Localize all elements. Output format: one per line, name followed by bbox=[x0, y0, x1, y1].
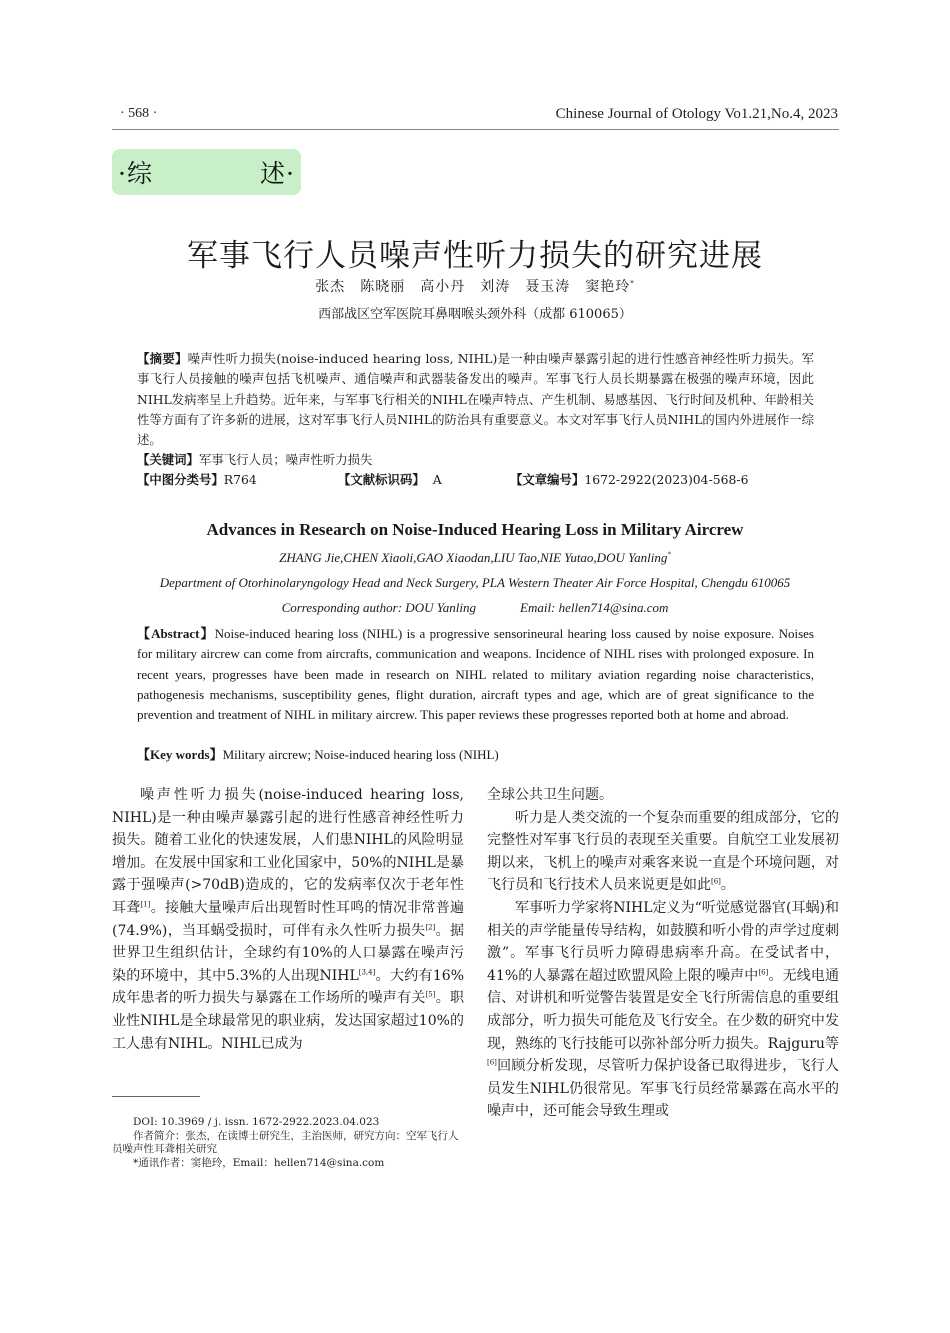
citation: [6] bbox=[758, 968, 769, 977]
body-paragraph bbox=[487, 897, 839, 1123]
corresponding-mark-en: * bbox=[667, 550, 671, 559]
doc-code-label: 【文献标识码】 bbox=[338, 472, 425, 487]
citation: [2] bbox=[425, 922, 436, 931]
header-rule bbox=[112, 129, 839, 130]
corresponding-mark-cn: * bbox=[630, 279, 635, 288]
keywords-en bbox=[137, 745, 814, 765]
contact-line bbox=[0, 600, 950, 616]
authors-en bbox=[0, 550, 950, 566]
section-badge bbox=[112, 149, 301, 195]
body-text: 。大约有16%成年患者的听力损失与暴露在工作场所的噪声有关 bbox=[112, 967, 464, 1007]
body-text: 噪声性听力损失(noise-induced hearing loss, NIHL)是一种由噪声暴露引起的进行性感音神经性听力损失。随着工业化的快速发展，人们患NIHL的风险明显增加。在发展中国家和工业化国家中，50%的NIHL是暴露于强噪声(>70dB)造成的，它的发病率仅次于老年性耳聋 bbox=[112, 787, 464, 916]
article-title-en: Advances in Research on Noise-Induced Hearing Loss in Military Aircrew bbox=[206, 520, 744, 539]
authors-cn bbox=[0, 276, 950, 296]
footnotes bbox=[112, 1116, 467, 1170]
body-paragraph: 全球公共卫生问题。 bbox=[487, 787, 613, 803]
article-no-label: 【文章编号】 bbox=[510, 472, 585, 487]
article-no-value: 1672-2922(2023)04-568-6 bbox=[584, 472, 749, 487]
body-text: 回顾分析发现，尽管听力保护设备已取得进步，飞行人员发生NIHL仍很常见。军事飞行员经常暴露在高水平的噪声中，还可能会导致生理或 bbox=[487, 1058, 839, 1120]
abstract-en-text: Noise-induced hearing loss (NIHL) is a progressive sensorineural hearing loss caused by noise exposure. Noises for military aircrew can come from aircrafts, communication and weapons. Incidence of NIHL rises with prolonged exposure. In recent years, progresses have been made in research on NIHL related to military aviation regarding noise characteristics, pathogenesis mechanisms, susceptibility genes, flight duration, aircraft types and age, which are of great significance to the prevention and treatment of NIHL in military aircrew. This paper reviews these progresses reported both at home and abroad. bbox=[137, 626, 814, 723]
abstract-cn-text: 噪声性听力损失(noise-induced hearing loss, NIHL)是一种由噪声暴露引起的进行性感音神经性听力损失。军事飞行人员接触的噪声包括飞机噪声、通信噪声和武器装备发出的噪声。军事飞行人员长期暴露在极强的噪声环境，因此NIHL发病率呈上升趋势。近年来，与军事飞行相关的NIHL在噪声特点、产生机制、易感基因、飞行时间及机种、年龄相关性等方面有了许多新的进展，这对军事飞行人员NIHL的防治具有重要意义。本文对军事飞行人员NIHL的国内外进展作一综述。 bbox=[137, 351, 815, 448]
citation: [5] bbox=[425, 990, 436, 999]
body-text: 。据世界卫生组织估计，全球约有10%的人口暴露在噪声污染的环境中，其中5.3%的人出现NIHL bbox=[112, 922, 464, 984]
classification-label: 【中图分类号】 bbox=[137, 472, 224, 487]
abstract-cn bbox=[137, 349, 814, 450]
journal-citation: Chinese Journal of Otology Vo1.21,No.4, 2023 bbox=[555, 106, 838, 122]
affiliation-cn: 西部战区空军医院耳鼻咽喉头颈外科（成都 610065） bbox=[318, 307, 632, 322]
abstract-en-label: 【Abstract】 bbox=[137, 626, 215, 641]
article-number bbox=[510, 470, 748, 488]
email: Email: hellen714@sina.com bbox=[520, 600, 669, 615]
body-column-right bbox=[487, 784, 839, 1123]
citation: [6] bbox=[487, 1058, 497, 1067]
classification-value: R764 bbox=[223, 472, 257, 487]
footnote-rule bbox=[112, 1096, 200, 1097]
body-paragraph bbox=[487, 807, 839, 897]
footnote-doi: DOI: 10.3969 / j. issn. 1672-2922.2023.04.023 bbox=[133, 1116, 380, 1128]
abstract-cn-label: 【摘要】 bbox=[137, 351, 188, 366]
body-text: 军事听力学家将NIHL定义为“听觉感觉器官(耳蜗)和相关的声学能量传导结构，如鼓膜和听小骨的声学过度刺激”。军事飞行员听力障碍患病率升高。在受试者中，41%的人暴露在超过欧盟风险上限的噪声中 bbox=[487, 899, 839, 984]
keywords-en-label: 【Key words】 bbox=[137, 747, 223, 762]
article-title-cn: 军事飞行人员噪声性听力损失的研究进展 bbox=[187, 238, 763, 274]
keywords-en-text: Military aircrew; Noise-induced hearing loss (NIHL) bbox=[222, 747, 499, 762]
affiliation-en: Department of Otorhinolaryngology Head and Neck Surgery, PLA Western Theater Air Force Hospital, Chengdu 610065 bbox=[159, 575, 791, 590]
footnote-corresponding: *通讯作者：窦艳玲，Email：hellen714@sina.com bbox=[133, 1156, 385, 1169]
authors-en-names: ZHANG Jie,CHEN Xiaoli,GAO Xiaodan,LIU Tao,NIE Yutao,DOU Yanling bbox=[279, 550, 668, 565]
body-paragraph bbox=[112, 784, 464, 1055]
keywords-cn-text: 军事飞行人员；噪声性听力损失 bbox=[198, 452, 373, 467]
body-text: 。无线电通信、对讲机和听觉警告装置是安全飞行所需信息的重要组成部分，听力损失可能危及飞行安全。在少数的研究中发现，熟练的飞行技能可以弥补部分听力损失。Rajguru等 bbox=[487, 967, 840, 1052]
section-badge-right: 述· bbox=[260, 159, 295, 188]
citation: [3,4] bbox=[358, 968, 376, 977]
keywords-cn bbox=[137, 450, 814, 470]
corresponding-author: Corresponding author: DOU Yanling bbox=[281, 600, 476, 615]
keywords-cn-label: 【关键词】 bbox=[137, 452, 199, 467]
body-text: 。接触大量噪声后出现暂时性耳鸣的情况非常普遍(74.9%)，当耳蜗受损时，可伴有永久性听力损失 bbox=[112, 899, 465, 939]
body-text: 。 bbox=[720, 877, 735, 894]
footnote-author-bio: 作者简介：张杰，在读博士研究生，主治医师，研究方向：空军飞行人员噪声性耳聋相关研究 bbox=[112, 1129, 459, 1155]
doc-code-value: A bbox=[432, 472, 442, 487]
section-badge-left: ·综 bbox=[118, 159, 153, 188]
document-code bbox=[338, 470, 442, 488]
page-number: · 568 · bbox=[120, 106, 158, 121]
citation: [6] bbox=[711, 877, 721, 886]
body-text: 。职业性NIHL是全球最常见的职业病，发达国家超过10%的工人患有NIHL。NIHL已成为 bbox=[112, 990, 465, 1052]
classification-number bbox=[137, 470, 257, 488]
body-column-left bbox=[112, 784, 464, 1055]
body-text: 听力是人类交流的一个复杂而重要的组成部分，它的完整性对军事飞行员的表现至关重要。自航空工业发展初期以来，飞机上的噪声对乘客来说一直是个环境问题，对飞行员和飞行技术人员来说更是如此 bbox=[487, 809, 839, 894]
authors-cn-names: 张杰 陈晓丽 高小丹 刘涛 聂玉涛 窦艳玲 bbox=[315, 279, 631, 295]
citation: [1] bbox=[140, 900, 151, 909]
abstract-en bbox=[137, 624, 814, 725]
